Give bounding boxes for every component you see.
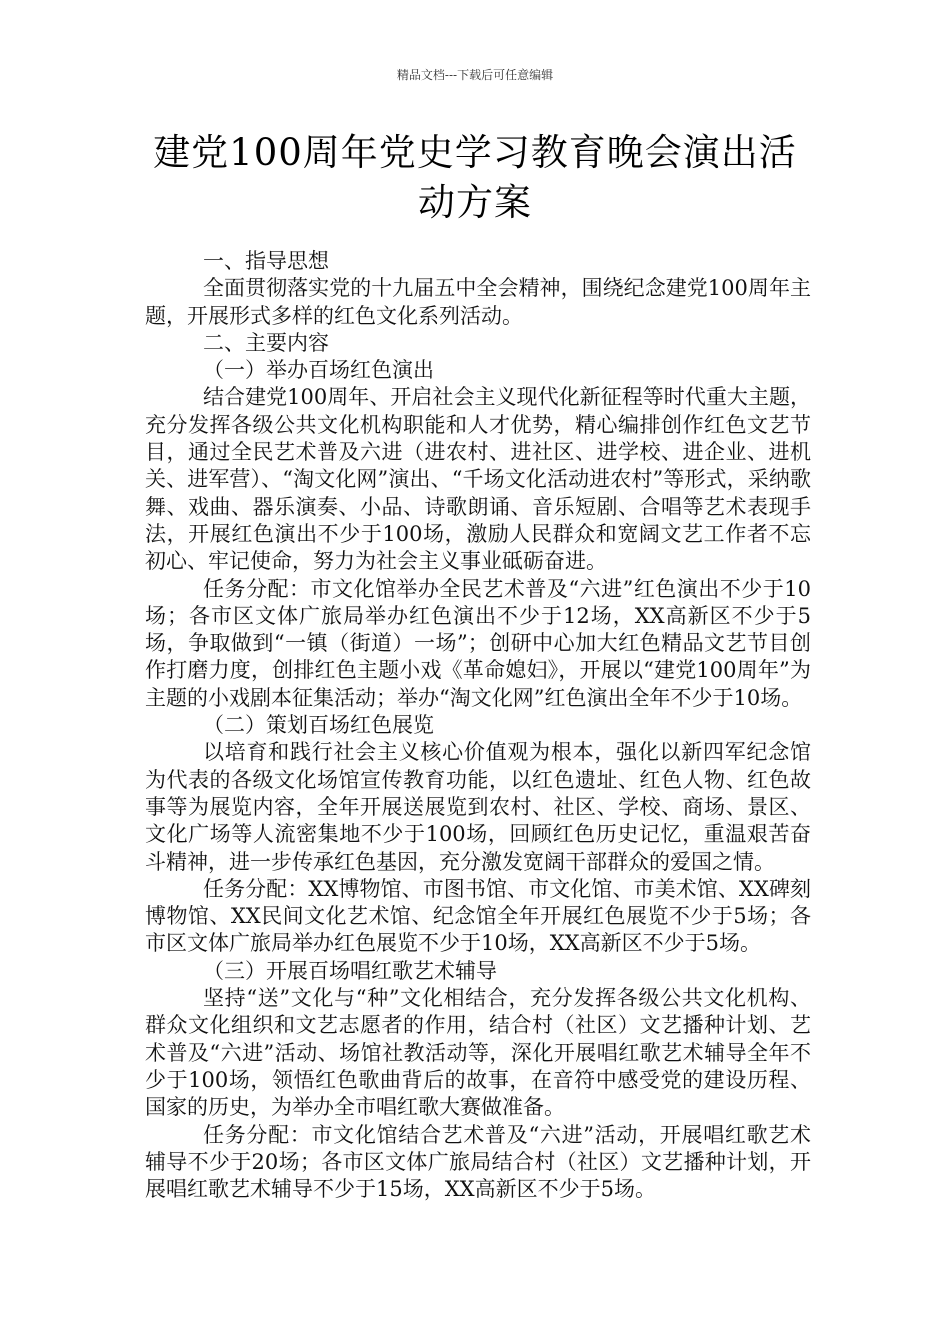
body-paragraph: 坚持“送”文化与“种”文化相结合，充分发挥各级公共文化机构、群众文化组织和文艺志愿者的作用，结合村（社区）文艺播种计划、艺术普及“六进”活动、场馆社教活动等，深化开展唱红歌艺术辅导全年不少于100场，领悟红色歌曲背后的故事，在音符中感受党的建设历程、国家的历史，为举办全市唱红歌大赛做准备。 bbox=[145, 986, 811, 1120]
task-assignment-paragraph: 任务分配：市文化馆举办全民艺术普及“六进”红色演出不少于10场；各市区文体广旅局举办红色演出不少于12场，XX高新区不少于5场，争取做到“一镇（街道）一场”；创研中心加大红色精品文艺节目创作打磨力度，创排红色主题小戏《革命媳妇》，开展以“建党100周年”为主题的小戏剧本征集活动；举办“淘文化网”红色演出全年不少于10场。 bbox=[145, 576, 811, 710]
body-paragraph: 结合建党100周年、开启社会主义现代化新征程等时代重大主题，充分发挥各级公共文化机构职能和人才优势，精心编排创作红色文艺节目，通过全民艺术普及六进（进农村、进社区、进学校、进企业、进机关、进军营）、“淘文化网”演出、“千场文化活动进农村”等形式，采纳歌舞、戏曲、器乐演奏、小品、诗歌朗诵、音乐短剧、合唱等艺术表现手法，开展红色演出不少于100场，激励人民群众和宽阔文艺工作者不忘初心、牢记使命，努力为社会主义事业砥砺奋进。 bbox=[145, 385, 811, 574]
header-note: 精品文档---下载后可任意编辑 bbox=[396, 68, 554, 82]
section-heading-guiding-ideology: 一、指导思想 bbox=[203, 249, 329, 273]
subsection-heading-red-performances: （一）举办百场红色演出 bbox=[203, 358, 434, 383]
document-body bbox=[145, 248, 811, 1203]
subsection-heading-red-songs: （三）开展百场唱红歌艺术辅导 bbox=[203, 958, 497, 983]
task-assignment-paragraph: 任务分配：XX博物馆、市图书馆、市文化馆、市美术馆、XX碑刻博物馆、XX民间文化艺术馆、纪念馆全年开展红色展览不少于5场；各市区文体广旅局举办红色展览不少于10场，XX高新区不少于5场。 bbox=[145, 876, 811, 956]
body-paragraph: 以培育和践行社会主义核心价值观为根本，强化以新四军纪念馆为代表的各级文化场馆宣传教育功能，以红色遗址、红色人物、红色故事等为展览内容，全年开展送展览到农村、社区、学校、商场、景区、文化广场等人流密集地不少于100场，回顾红色历史记忆，重温艰苦奋斗精神，进一步传承红色基因，充分激发宽阔干部群众的爱国之情。 bbox=[145, 740, 811, 874]
document-title: 建党100周年党史学习教育晚会演出活动方案 bbox=[153, 131, 797, 224]
body-paragraph: 全面贯彻落实党的十九届五中全会精神，围绕纪念建党100周年主题，开展形式多样的红色文化系列活动。 bbox=[145, 276, 811, 328]
task-assignment-paragraph: 任务分配：市文化馆结合艺术普及“六进”活动，开展唱红歌艺术辅导不少于20场；各市区文体广旅局结合村（社区）文艺播种计划，开展唱红歌艺术辅导不少于15场，XX高新区不少于5场。 bbox=[145, 1122, 811, 1202]
section-heading-main-content: 二、主要内容 bbox=[203, 330, 329, 355]
subsection-heading-red-exhibitions: （二）策划百场红色展览 bbox=[203, 713, 434, 738]
